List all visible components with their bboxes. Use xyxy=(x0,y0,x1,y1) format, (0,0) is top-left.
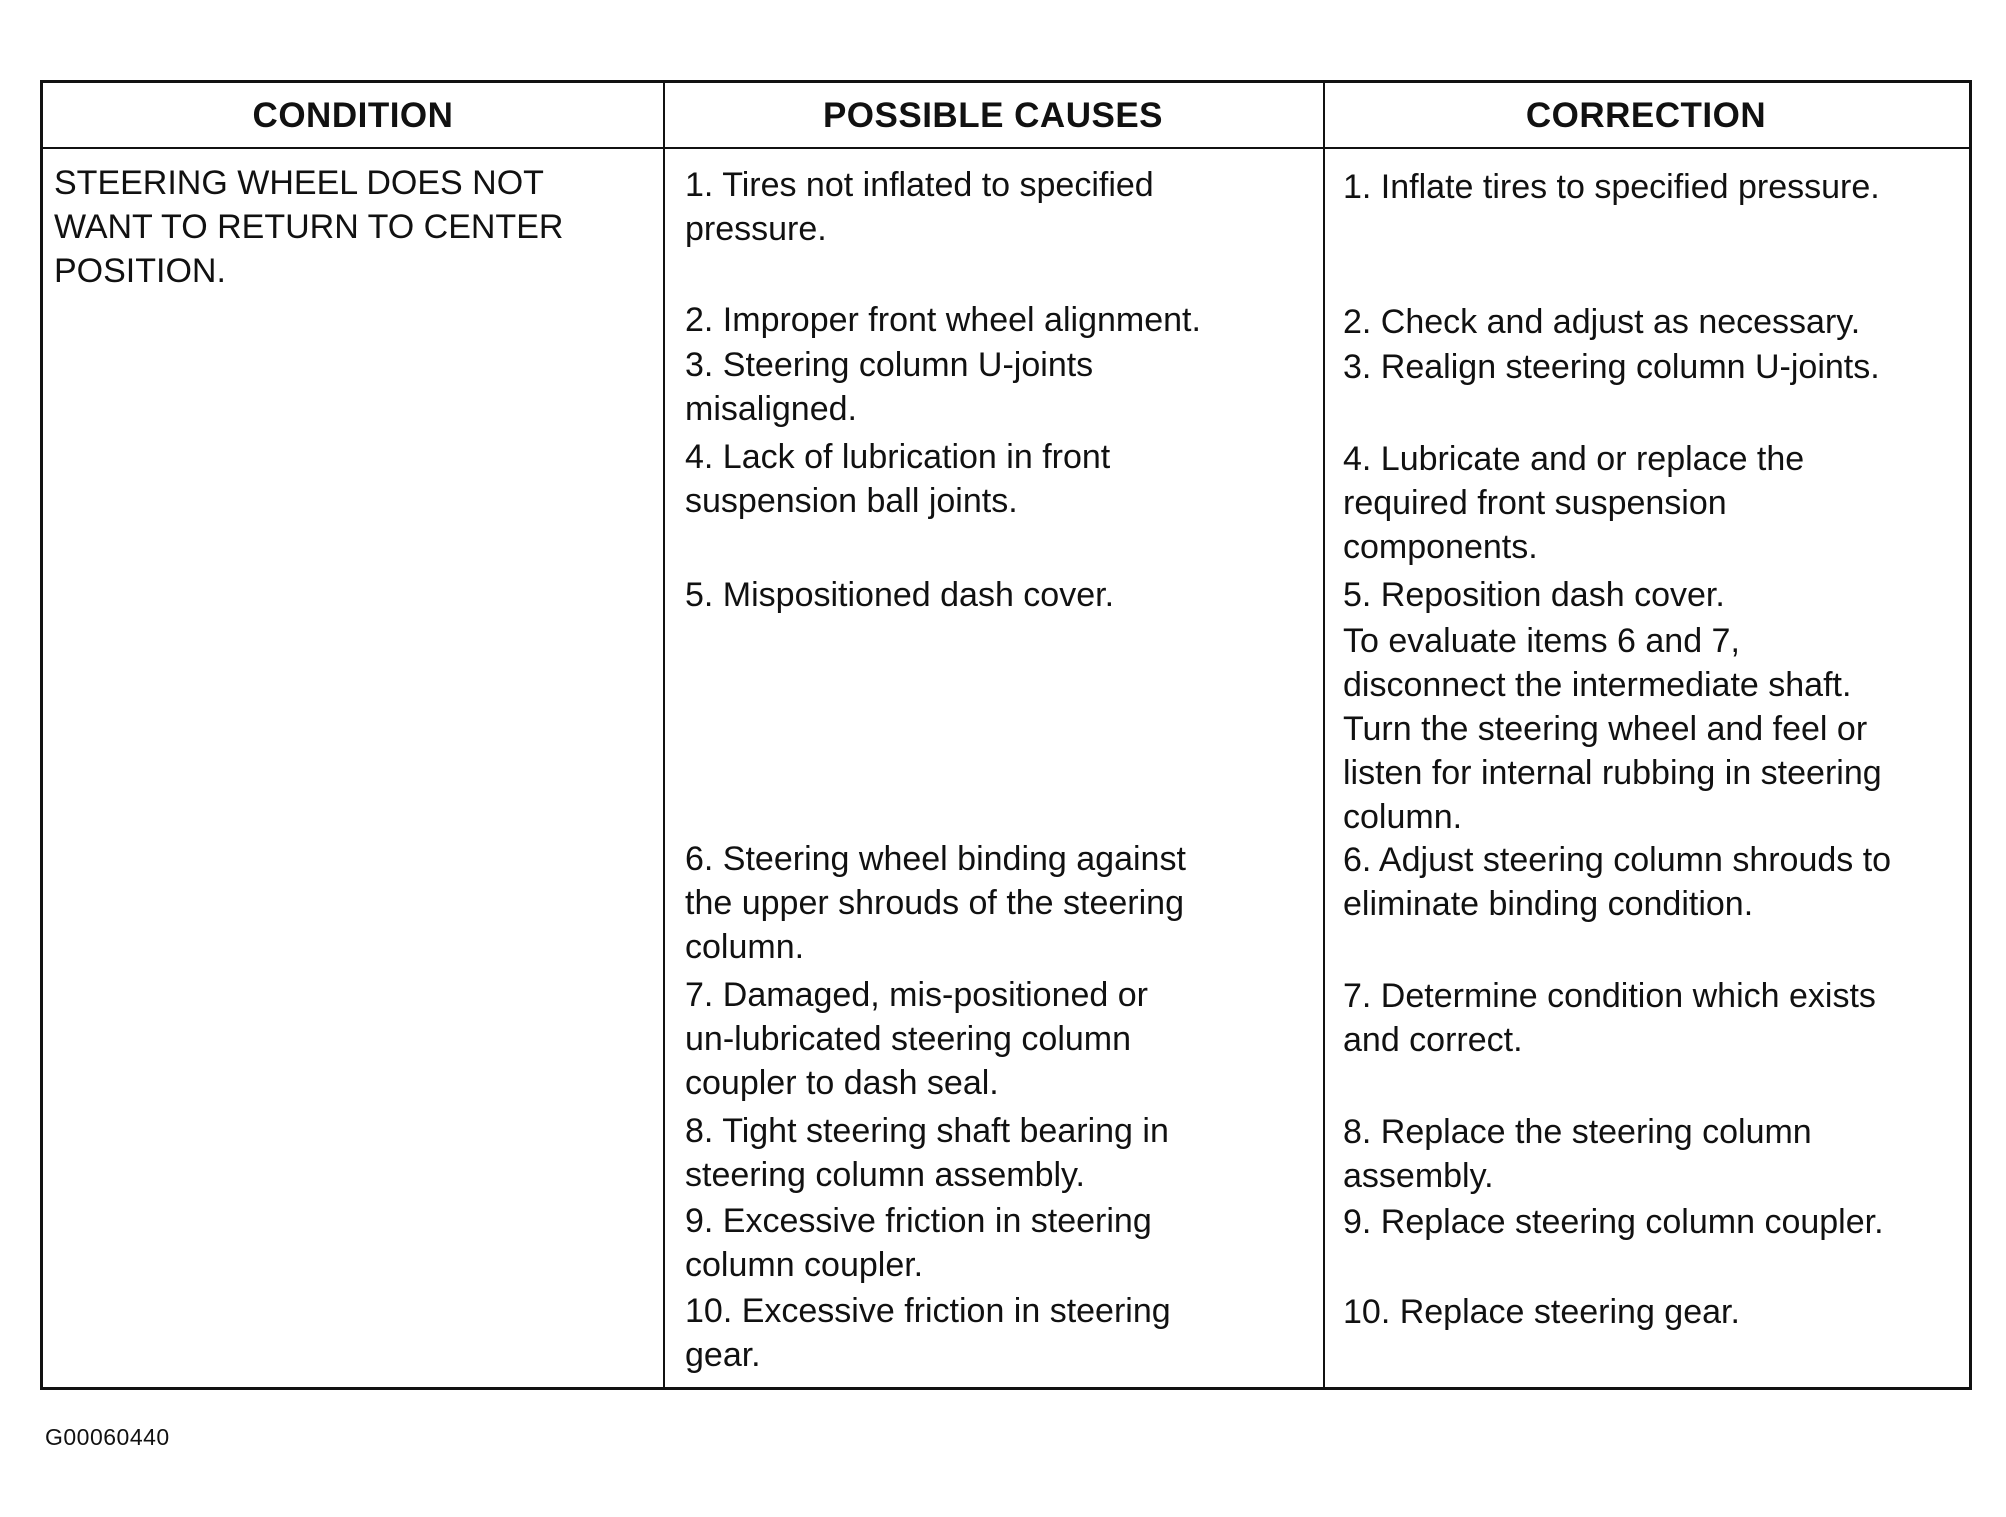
column-divider-2 xyxy=(1323,83,1325,1387)
correction-1: 1. Inflate tires to specified pressure. xyxy=(1343,168,1880,206)
correction-9: 9. Replace steering column coupler. xyxy=(1343,1203,1884,1241)
cause-4: 4. Lack of lubrication in front suspension ball joints. xyxy=(685,438,1111,520)
header-row xyxy=(43,83,1969,149)
correction-6: 6. Adjust steering column shrouds to eliminate binding condition. xyxy=(1343,841,1892,923)
cause-10: 10. Excessive friction in steering gear. xyxy=(685,1292,1171,1374)
column-divider-1 xyxy=(663,83,665,1387)
condition-cell: STEERING WHEEL DOES NOT WANT TO RETURN TO CENTER POSITION. xyxy=(54,164,564,290)
header-condition: CONDITION xyxy=(252,96,454,135)
header-possible-causes: POSSIBLE CAUSES xyxy=(822,96,1164,135)
evaluation-note: To evaluate items 6 and 7, disconnect the intermediate shaft. Turn the steering wheel and feel or listen for internal rubbing in steering column. xyxy=(1343,622,1882,836)
cause-6: 6. Steering wheel binding against the upper shrouds of the steering column. xyxy=(685,840,1186,966)
correction-2: 2. Check and adjust as necessary. xyxy=(1343,303,1861,341)
correction-3: 3. Realign steering column U-joints. xyxy=(1343,348,1880,386)
correction-8: 8. Replace the steering column assembly. xyxy=(1343,1113,1812,1195)
diagnosis-table xyxy=(40,80,1972,1390)
cause-3: 3. Steering column U-joints misaligned. xyxy=(685,346,1094,428)
cause-1: 1. Tires not inflated to specified pressure. xyxy=(685,166,1154,248)
cause-2: 2. Improper front wheel alignment. xyxy=(685,301,1201,339)
cause-9: 9. Excessive friction in steering column coupler. xyxy=(685,1202,1152,1284)
figure-id: G00060440 xyxy=(45,1424,170,1450)
cause-8: 8. Tight steering shaft bearing in steering column assembly. xyxy=(685,1112,1169,1194)
correction-5: 5. Reposition dash cover. xyxy=(1343,576,1725,614)
correction-7: 7. Determine condition which exists and correct. xyxy=(1343,977,1876,1059)
correction-4: 4. Lubricate and or replace the required front suspension components. xyxy=(1343,440,1805,566)
cause-5: 5. Mispositioned dash cover. xyxy=(685,576,1115,614)
header-correction: CORRECTION xyxy=(1525,96,1767,135)
correction-10: 10. Replace steering gear. xyxy=(1343,1293,1740,1331)
cause-7: 7. Damaged, mis-positioned or un-lubricated steering column coupler to dash seal. xyxy=(685,976,1149,1102)
